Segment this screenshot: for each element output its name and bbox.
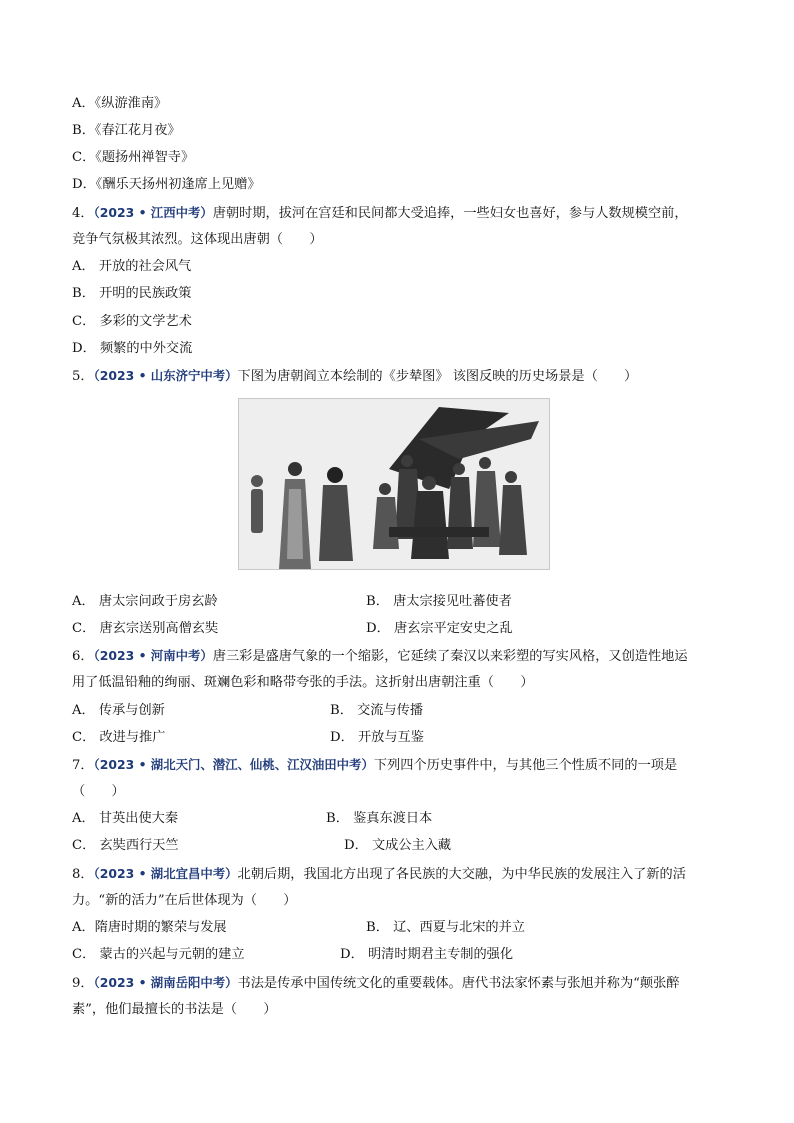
q3-option-b: B．《春江花月夜》 bbox=[72, 123, 181, 138]
q9-stem-line1 bbox=[72, 974, 679, 993]
q6-option-c: C． 改进与推广 bbox=[72, 730, 166, 745]
q4-stem-line1 bbox=[72, 204, 688, 223]
q7-source: （2023 • 湖北天门、潜江、仙桃、江汉油田中考） bbox=[93, 757, 374, 772]
q6-option-d: D． 开放与互鉴 bbox=[330, 730, 424, 745]
q9-number: 9． bbox=[72, 976, 94, 991]
q7-option-b: B． 鉴真东渡日本 bbox=[326, 811, 433, 826]
q9-stem-line2: 素”，他们最擅长的书法是（ ） bbox=[72, 1002, 277, 1017]
q8-number: 8． bbox=[72, 867, 94, 882]
q7-number: 7． bbox=[72, 758, 94, 773]
q6-option-b: B． 交流与传播 bbox=[330, 703, 424, 718]
q7-option-c: C． 玄奘西行天竺 bbox=[72, 838, 179, 853]
q8-source: （2023 • 湖北宜昌中考） bbox=[93, 866, 238, 881]
q6-number: 6． bbox=[72, 649, 94, 664]
q4-option-d: D． 频繁的中外交流 bbox=[72, 341, 193, 356]
painting-illustration bbox=[239, 399, 549, 569]
q4-number: 4． bbox=[72, 206, 94, 221]
q6-stem-line2: 用了低温铅釉的绚丽、斑斓色彩和略带夸张的手法。这折射出唐朝注重（ ） bbox=[72, 675, 534, 690]
q5-text1: 下图为唐朝阎立本绘制的《步辇图》 该图反映的历史场景是（ ） bbox=[237, 369, 638, 384]
q6-text1: 唐三彩是盛唐气象的一个缩影，它延续了秦汉以来彩塑的写实风格，又创造性地运 bbox=[212, 649, 688, 664]
q8-text1: 北朝后期，我国北方出现了各民族的大交融，为中华民族的发展注入了新的活 bbox=[237, 867, 686, 882]
q5-option-a: A． 唐太宗问政于房玄龄 bbox=[72, 594, 218, 609]
q4-option-a: A． 开放的社会风气 bbox=[72, 259, 192, 274]
q9-source: （2023 • 湖南岳阳中考） bbox=[93, 975, 238, 990]
q5-stem bbox=[72, 367, 637, 386]
q5-number: 5． bbox=[72, 369, 94, 384]
q3-option-c: C．《题扬州禅智寺》 bbox=[72, 150, 195, 165]
q7-stem-line2: （ ） bbox=[72, 784, 125, 799]
q3-option-a: A．《纵游淮南》 bbox=[72, 96, 168, 111]
q8-option-a: A．隋唐时期的繁荣与发展 bbox=[72, 920, 227, 935]
q6-source: （2023 • 河南中考） bbox=[93, 648, 213, 663]
q4-option-b: B． 开明的民族政策 bbox=[72, 286, 192, 301]
q5-option-c: C． 唐玄宗送别高僧玄奘 bbox=[72, 621, 219, 636]
q8-option-c: C． 蒙古的兴起与元朝的建立 bbox=[72, 947, 245, 962]
q8-option-b: B． 辽、西夏与北宋的并立 bbox=[366, 920, 525, 935]
q7-text1: 下列四个历史事件中，与其他三个性质不同的一项是 bbox=[373, 758, 678, 773]
q5-option-b: B． 唐太宗接见吐蕃使者 bbox=[366, 594, 512, 609]
q3-option-d: D．《酬乐天扬州初逢席上见赠》 bbox=[72, 177, 261, 192]
q7-option-a: A． 甘英出使大秦 bbox=[72, 811, 179, 826]
q8-stem-line2: 力。“新的活力”在后世体现为（ ） bbox=[72, 893, 297, 908]
q4-stem-line2: 竞争气氛极其浓烈。这体现出唐朝（ ） bbox=[72, 232, 323, 247]
q7-stem-line1 bbox=[72, 756, 677, 775]
q4-source: （2023 • 江西中考） bbox=[93, 205, 213, 220]
q8-stem-line1 bbox=[72, 865, 686, 884]
q9-text1: 书法是传承中国传统文化的重要载体。唐代书法家怀素与张旭并称为“颠张醉 bbox=[237, 976, 680, 991]
q8-option-d: D． 明清时期君主专制的强化 bbox=[340, 947, 514, 962]
q4-option-c: C． 多彩的文学艺术 bbox=[72, 314, 192, 329]
q4-text1: 唐朝时期，拔河在宫廷和民间都大受追捧，一些妇女也喜好，参与人数规模空前， bbox=[212, 206, 688, 221]
q6-option-a: A． 传承与创新 bbox=[72, 703, 165, 718]
q7-option-d: D． 文成公主入藏 bbox=[344, 838, 452, 853]
q5-option-d: D． 唐玄宗平定安史之乱 bbox=[366, 621, 513, 636]
q5-source: （2023 • 山东济宁中考） bbox=[93, 368, 238, 383]
q6-stem-line1 bbox=[72, 647, 688, 666]
buniantu-painting-image bbox=[238, 398, 550, 570]
